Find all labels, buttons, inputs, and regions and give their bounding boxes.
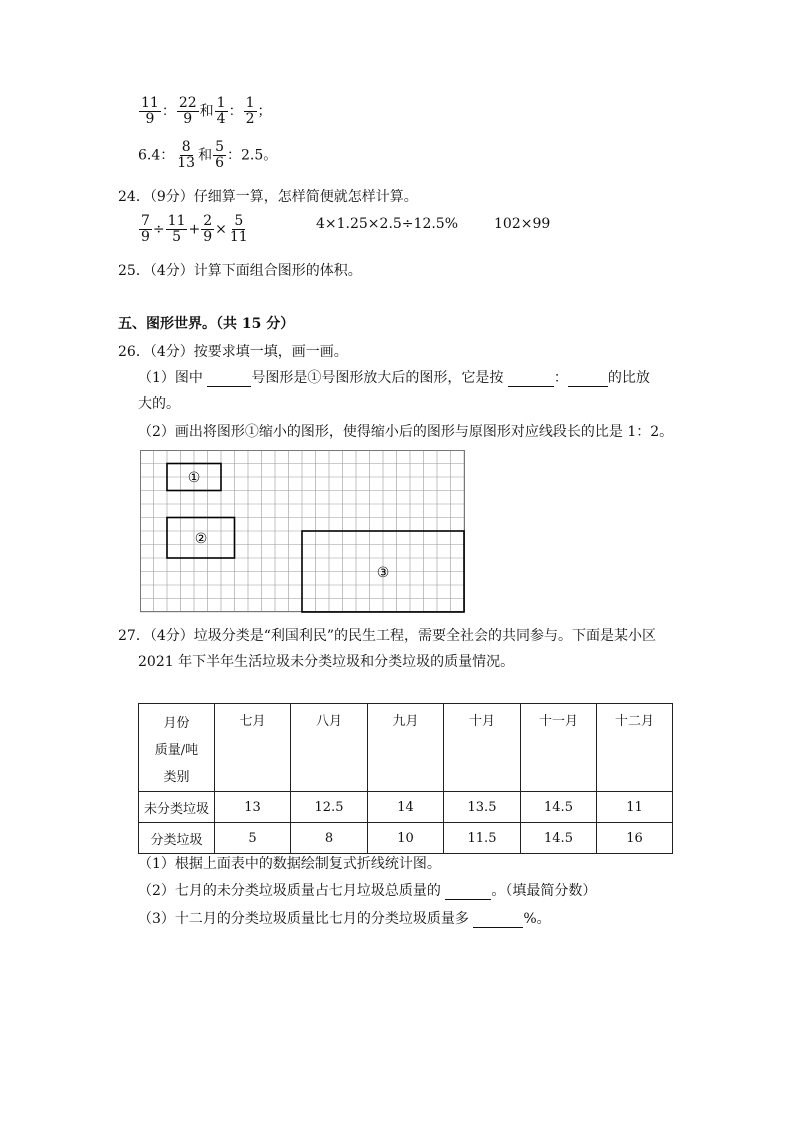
- month-header: 九月: [368, 704, 444, 792]
- fraction: $\frac{22}{9}$: [178, 95, 197, 127]
- q23-ratio-line-1: $\frac{11}{9}$ ： $\frac{22}{9}$ 和 $\frac{1}{4}$ ： $\frac{1}{2}$ ；: [141, 95, 272, 127]
- q26-part-2: （2）画出将图形①缩小的图形，使得缩小后的图形与原图形对应线段长的比是 1：2。: [138, 424, 674, 440]
- month-header: 七月: [215, 704, 291, 792]
- month-header: 十一月: [521, 704, 597, 792]
- grid-figure: [140, 450, 466, 613]
- q27-sub-3: （3）十二月的分类垃圾质量比七月的分类垃圾质量多 %。: [138, 911, 551, 927]
- q24-expression-1: $\frac{7}{9}$ ÷ $\frac{11}{5}$ + $\frac{2}{9}$ × $\frac{5}{11}$: [141, 213, 248, 245]
- fraction: $\frac{8}{13}$: [177, 139, 196, 171]
- q24-expression-3: 102×99: [494, 216, 551, 232]
- fraction: $\frac{5}{6}$: [215, 139, 225, 171]
- answer-blank[interactable]: [445, 885, 491, 900]
- q26-part-1-cont: 大的。: [138, 396, 180, 412]
- answer-blank[interactable]: [508, 372, 554, 387]
- q24-expression-2: 4×1.25×2.5÷12.5%: [316, 216, 459, 232]
- q25-title: 25．（4分）计算下面组合图形的体积。: [118, 263, 362, 279]
- fraction: $\frac{11}{9}$: [141, 95, 159, 127]
- q23-ratio-line-2: 6.4： $\frac{8}{13}$ 和 $\frac{5}{6}$ ：2.5。: [138, 139, 278, 171]
- q27-sub-2: （2）七月的未分类垃圾质量占七月垃圾总质量的 。（填最简分数）: [138, 883, 597, 899]
- fraction: $\frac{1}{4}$: [216, 95, 226, 127]
- header-corner-cell: 月份 质量/吨 类别: [139, 704, 215, 792]
- table-row: 分类垃圾 5 8 10 11.5 14.5 16: [139, 823, 673, 854]
- row-label: 分类垃圾: [139, 823, 215, 854]
- answer-blank[interactable]: [568, 372, 608, 387]
- table-header-row: [139, 704, 673, 792]
- month-header: 十二月: [597, 704, 673, 792]
- answer-blank[interactable]: [473, 913, 523, 928]
- month-header: 十月: [444, 704, 521, 792]
- row-label: 未分类垃圾: [139, 792, 215, 823]
- garbage-table: [138, 703, 673, 854]
- q27-sub-1: （1）根据上面表中的数据绘制复式折线统计图。: [138, 856, 441, 872]
- section-title: 五、图形世界。（共 15 分）: [118, 316, 295, 332]
- month-header: 八月: [291, 704, 368, 792]
- q26-part-1: （1）图中 号图形是①号图形放大后的图形，它是按 ： 的比放: [138, 370, 650, 386]
- q27-title-cont: 2021 年下半年生活垃圾未分类垃圾和分类垃圾的质量情况。: [138, 654, 515, 670]
- shape-1-label: ①: [187, 470, 201, 486]
- q24-title: 24．（9分）仔细算一算，怎样简便就怎样计算。: [118, 189, 418, 205]
- q27-title: 27．（4分）垃圾分类是“利国利民”的民生工程，需要全社会的共同参与。下面是某小区: [118, 628, 657, 644]
- shape-3-label: ③: [376, 565, 390, 581]
- table-row: 未分类垃圾 13 12.5 14 13.5 14.5 11: [139, 792, 673, 823]
- shape-2-label: ②: [194, 531, 208, 547]
- answer-blank[interactable]: [207, 372, 251, 387]
- q26-title: 26．（4分）按要求填一填，画一画。: [118, 344, 348, 360]
- fraction: $\frac{1}{2}$: [245, 95, 255, 127]
